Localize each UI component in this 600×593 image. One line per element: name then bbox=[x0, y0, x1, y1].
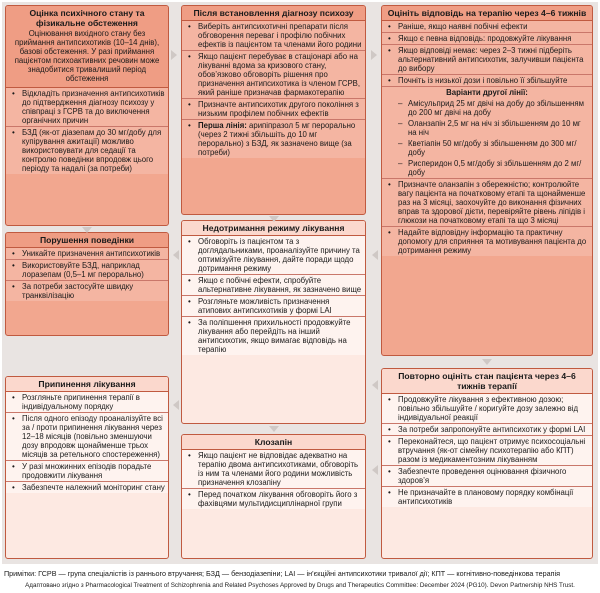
list-item: • За потреби застосуйте швидку транквілізацію bbox=[6, 280, 168, 301]
first-line-item bbox=[182, 119, 365, 158]
list-item: • Перед початком лікування обговоріть його з фахівцями мультидисциплінарної групи bbox=[182, 488, 365, 509]
list-item: • У разі множинних епізодів порадьте продовжити лікування bbox=[6, 460, 168, 481]
nonadherence-box bbox=[181, 220, 366, 424]
list-item: • Після одного епізоду проаналізуйте всі за / проти припинення лікування через 12–18 місяців (повільно зменшуючи дозу впродовж щонайменше трьох місяців за ретельного спостереження) bbox=[6, 412, 168, 460]
list-item: • Забезпечте проведення оцінювання фізичного здоров’я bbox=[382, 465, 592, 486]
list-item: • Раніше, якщо наявні побічні ефекти bbox=[382, 21, 592, 32]
behavior-list bbox=[6, 248, 168, 301]
arrow-left-icon bbox=[173, 400, 179, 410]
list-item: • Призначте оланзапін з обережністю; контролюйте вагу пацієнта на початковому етапі та щонайменше раз на 3 місяці, заохочуйте до виконання фізичних вправ та здорової дієти, перевіряйте рівень ліпідів і глюкози на початковому етапі та що 3 місяці bbox=[382, 178, 592, 226]
list-item: • Почніть із низької дози і повільно її збільшуйте bbox=[382, 74, 592, 86]
list-item: • Якщо є певна відповідь: продовжуйте лікування bbox=[382, 32, 592, 44]
list-item: • Виберіть антипсихотичні препарати після обговорення переваг і профілю побічних ефектів із пацієнтом та членами його родини bbox=[182, 21, 365, 50]
behavior-title: Порушення поведінки bbox=[6, 233, 168, 248]
nonadherence-list bbox=[182, 236, 365, 355]
list-item: • Продовжуйте лікування з ефективною дозою; повільно збільшуйте / коригуйте дозу залежно від індивідуальної реакції bbox=[382, 394, 592, 423]
list-item: • Відкладіть призначення антипсихотиків до підтвердження діагнозу психозу у співпраці з ГСРВ та до виключення органічних причин bbox=[6, 88, 168, 126]
footnote-abbreviations: Примітки: ГСРВ — група спеціалістів із раннього втручання; БЗД — бензодіазепіни; LAI — ін’єкційні антипсихотики тривалої дії; КПТ — когнітивно-поведінкова терапія bbox=[4, 569, 561, 578]
arrow-left-icon bbox=[372, 380, 378, 390]
response-title: Оцініть відповідь на терапію через 4–6 тижнів bbox=[382, 6, 592, 21]
after-diagnosis-list bbox=[182, 21, 365, 158]
arrow-left-icon bbox=[372, 250, 378, 260]
assessment-list bbox=[6, 88, 168, 174]
source-credit: Адаптовано згідно з Pharmacological Treatment of Schizophrenia and Related Psychoses Approved by Drugs and Therapeutics Committee: December 2024 (PG10). Devon Partnership NHS Trust. bbox=[25, 582, 575, 589]
second-line-heading: Варіанти другої лінії: bbox=[382, 86, 592, 98]
clozapine-title: Клозапін bbox=[182, 435, 365, 450]
after-diagnosis-title: Після встановлення діагнозу психозу bbox=[182, 6, 365, 21]
stop-list bbox=[6, 392, 168, 493]
list-item: • Уникайте призначення антипсихотиків bbox=[6, 248, 168, 259]
first-line-label: Перша лінія: bbox=[198, 121, 247, 130]
list-item: • Надайте відповідну інформацію та практичну допомогу для сприяння та мотивування пацієнта до дотримання режиму bbox=[382, 226, 592, 256]
list-item: • Якщо відповіді немає: через 2–3 тижні підберіть альтернативний антипсихотик, залучивши пацієнта до вибору bbox=[382, 44, 592, 74]
arrow-right-icon bbox=[171, 50, 177, 60]
second-line-option: – Рисперидон 0,5 мг/добу зі збільшенням до 2 мг/добу bbox=[382, 158, 592, 178]
list-item: • Переконайтеся, що пацієнт отримує психосоціальні втручання (як-от сімейну психотерапію або КПТ) разом із медикаментозним лікуванням bbox=[382, 435, 592, 465]
first-line-text: арипіпразол 5 мг перорально (через 2 тижні збільшіть до 10 мг перорально) з БЗД, як зазначено вище (за потреби) bbox=[198, 121, 356, 157]
list-item: • Якщо пацієнт перебуває в стаціонарі або на лікуванні вдома за кризового стану, обов’язково обговоріть рішення про призначення антипсихотика із членом ГСРВ, який раніше призначав фармакотерапію bbox=[182, 50, 365, 98]
list-item: • Призначте антипсихотик другого покоління з низьким профілем побічних ефектів bbox=[182, 98, 365, 119]
list-item: • БЗД (як-от діазепам до 30 мг/добу для купірування ажитації) можливо використовувати для седації та контролю поведінки впродовж цього періоду та надалі (за потреби) bbox=[6, 126, 168, 174]
list-item: • Не призначайте в плановому порядку комбінації антипсихотиків bbox=[382, 486, 592, 507]
after-diagnosis-box bbox=[181, 5, 366, 215]
list-item: • Обговоріть із пацієнтом та з доглядальниками, проаналізуйте причину та оптимізуйте лікування, дайте поради щодо дотримання режиму bbox=[182, 236, 365, 274]
stop-treatment-box bbox=[5, 376, 169, 559]
arrow-down-icon bbox=[269, 216, 279, 222]
list-item: • За поліпшення прихильності продовжуйте лікування або перейдіть на інший антипсихотик, якщо вимагає відповідь на терапію bbox=[182, 316, 365, 355]
arrow-left-icon bbox=[173, 250, 179, 260]
second-line-option: – Кветіапін 50 мг/добу зі збільшенням до 300 мг/добу bbox=[382, 138, 592, 158]
list-item: • Розгляньте можливість призначення атипових антипсихотиків у формі LAI bbox=[182, 295, 365, 316]
list-item: • За потреби запропонуйте антипсихотик у формі LAI bbox=[382, 423, 592, 435]
arrow-left-icon bbox=[372, 465, 378, 475]
second-line-option: – Амісульприд 25 мг двічі на добу до збільшенням до 200 мг двічі на добу bbox=[382, 98, 592, 118]
second-line-option: – Оланзапін 2,5 мг на ніч зі збільшенням до 10 мг на ніч bbox=[382, 118, 592, 138]
response-list bbox=[382, 21, 592, 256]
arrow-right-icon bbox=[371, 50, 377, 60]
arrow-down-icon bbox=[482, 359, 492, 365]
behavior-box bbox=[5, 232, 169, 336]
clozapine-box bbox=[181, 434, 366, 559]
arrow-down-icon bbox=[82, 227, 92, 233]
assessment-title bbox=[6, 6, 168, 88]
nonadherence-title: Недотримання режиму лікування bbox=[182, 221, 365, 236]
clozapine-list bbox=[182, 450, 365, 509]
assessment-intro: Оцінювання вихідного стану без приймання антипсихотиків (10–14 днів), базові обстеження. У разі приймання пацієнтом психоактивних речовин може знадобитися тривалиший період обстеження bbox=[14, 29, 160, 83]
reassess-title: Повторно оцініть стан пацієнта через 4–6 тижнів терапії bbox=[382, 369, 592, 394]
assessment-title-text: Оцінка психічного стану та фізикальне обстеження bbox=[29, 8, 145, 28]
list-item: • Якщо пацієнт не відповідає адекватно на терапію двома антипсихотиками, обговоріть із ним та членами його родини можливість призначення клозапіну bbox=[182, 450, 365, 488]
arrow-down-icon bbox=[269, 426, 279, 432]
list-item: • Розгляньте припинення терапії в індивідуальному порядку bbox=[6, 392, 168, 412]
list-item: • Використовуйте БЗД, наприклад лоразепам (0,5–1 мг перорально) bbox=[6, 259, 168, 280]
list-item: • Якщо є побічні ефекти, спробуйте альтернативне лікування, як зазначено вище bbox=[182, 274, 365, 295]
reassess-box bbox=[381, 368, 593, 559]
stop-title: Припинення лікування bbox=[6, 377, 168, 392]
response-box bbox=[381, 5, 593, 356]
reassess-list bbox=[382, 394, 592, 507]
assessment-box bbox=[5, 5, 169, 226]
list-item: • Забезпечте належний моніторинг стану bbox=[6, 481, 168, 493]
